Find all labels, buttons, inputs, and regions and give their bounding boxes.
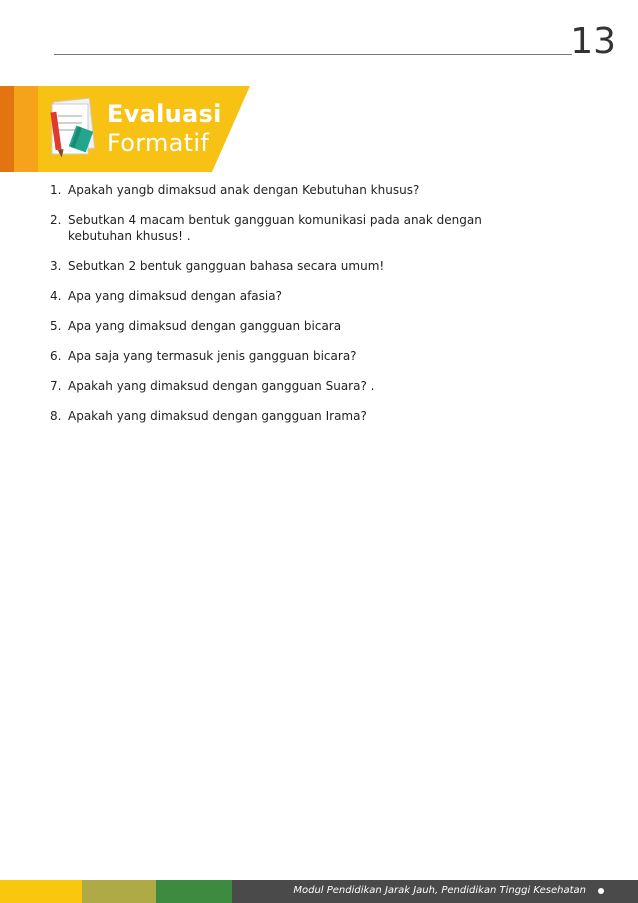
question-item [50,258,530,274]
question-item [50,378,530,394]
footer-segment-yellow [0,880,82,903]
banner-title: Evaluasi [107,100,222,128]
question-number: 1. [50,183,62,197]
question-number: 5. [50,319,62,333]
question-item [50,348,530,364]
footer-bar [0,880,638,903]
question-number: 6. [50,349,62,363]
question-text: Sebutkan 4 macam bentuk gangguan komunikasi pada anak dengan kebutuhan khusus! . [68,213,482,243]
question-item [50,288,530,304]
question-item [50,212,530,244]
question-text: Apakah yang dimaksud dengan gangguan Irama? [68,409,367,423]
question-text: Apakah yang dimaksud dengan gangguan Suara? . [68,379,375,393]
question-number: 7. [50,379,62,393]
question-text: Sebutkan 2 bentuk gangguan bahasa secara umum! [68,259,385,273]
page-number: 13 [570,21,616,62]
question-list [50,182,530,438]
question-text: Apa yang dimaksud dengan afasia? [68,289,282,303]
footer-segment-olive [82,880,156,903]
question-item [50,408,530,424]
question-number: 3. [50,259,62,273]
footer-dot [598,888,604,894]
header-rule [54,54,572,55]
question-item [50,318,530,334]
footer-text: Modul Pendidikan Jarak Jauh, Pendidikan Tinggi Kesehatan [293,885,586,896]
question-number: 2. [50,213,62,227]
question-number: 4. [50,289,62,303]
question-text: Apa yang dimaksud dengan gangguan bicara [68,319,342,333]
question-text: Apa saja yang termasuk jenis gangguan bicara? [68,349,357,363]
footer-segment-green [156,880,232,903]
question-text: Apakah yangb dimaksud anak dengan Kebutuhan khusus? [68,183,420,197]
question-number: 8. [50,409,62,423]
banner-subtitle: Formatif [107,129,210,157]
question-item [50,182,530,198]
document-pencil-icon [44,94,104,168]
